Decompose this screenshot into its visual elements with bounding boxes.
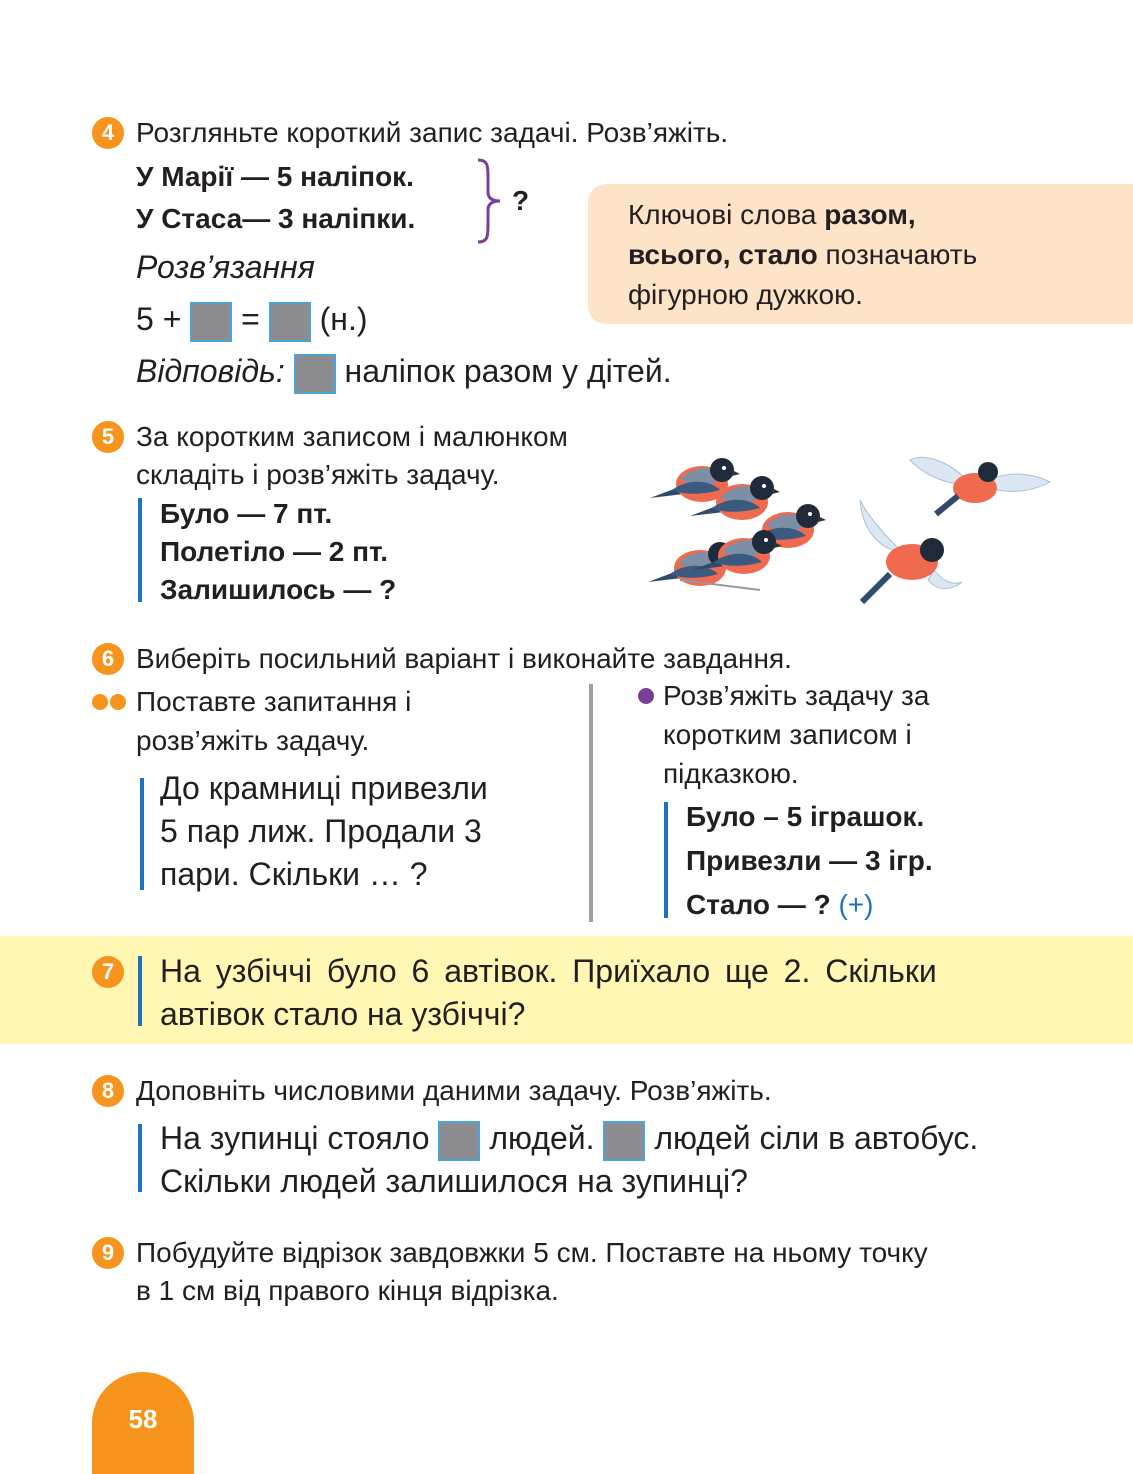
blank-box[interactable] bbox=[269, 302, 311, 342]
task8-text-1: На зупинці стояло людей. людей сіли в автобус. bbox=[160, 1117, 978, 1161]
task5-instruction-2: складіть і розв’яжіть задачу. bbox=[136, 459, 500, 490]
task5-instruction-1: За коротким записом і малюнком bbox=[136, 421, 568, 452]
task-number-5: 5 bbox=[92, 421, 124, 453]
task6-right-instr-2: коротким записом і bbox=[663, 719, 912, 750]
task9-text-2: в 1 см від правого кінця відрізка. bbox=[136, 1275, 559, 1306]
task4-line2: У Стаса— 3 наліпки. bbox=[136, 203, 416, 234]
task5-line3: Залишилось — ? bbox=[160, 574, 397, 605]
task5-line2: Полетіло — 2 пт. bbox=[160, 536, 389, 567]
page-number-tab bbox=[92, 1372, 194, 1474]
blank-box[interactable] bbox=[603, 1121, 645, 1161]
task6-right-instr-1: Розв’яжіть задачу за bbox=[663, 680, 930, 711]
task4-line1: У Марії — 5 наліпок. bbox=[136, 161, 414, 192]
task6-left-text-1: До крамниці привезли bbox=[160, 770, 488, 806]
difficulty-dot-icon bbox=[638, 688, 654, 704]
hint-plus: (+) bbox=[838, 889, 874, 920]
task-number-8: 8 bbox=[92, 1075, 124, 1107]
task6-instruction: Виберіть посильний варіант і виконайте завдання. bbox=[136, 643, 792, 674]
task6-left-text-2: 5 пар лиж. Продали 3 bbox=[160, 813, 482, 849]
task4-solution-label: Розв’язання bbox=[136, 249, 315, 285]
task6-left-instr-2: розв’яжіть задачу. bbox=[136, 725, 370, 756]
task4-equation bbox=[136, 298, 368, 342]
task4-question-mark: ? bbox=[512, 185, 530, 216]
task9-text-1: Побудуйте відрізок завдовжки 5 см. Поставте на ньому точку bbox=[136, 1237, 928, 1268]
task7-text-1: На узбіччі було 6 автівок. Приїхало ще 2. Скільки bbox=[160, 953, 937, 989]
task8-instruction: Доповніть числовими даними задачу. Розв’яжіть. bbox=[136, 1075, 772, 1106]
bullfinches-illustration bbox=[640, 440, 1060, 610]
task-number-7: 7 bbox=[92, 956, 124, 988]
equation-unit: (н.) bbox=[319, 301, 368, 337]
task6-right-line1: Було – 5 іграшок. bbox=[686, 801, 925, 832]
blank-box[interactable] bbox=[294, 354, 336, 394]
equation-left: 5 + bbox=[136, 301, 182, 337]
task6-right-line3: Стало — ? (+) bbox=[686, 889, 874, 920]
curly-brace-icon bbox=[474, 158, 504, 244]
task6-right-line2: Привезли — 3 ігр. bbox=[686, 845, 933, 876]
difficulty-dot-icon bbox=[110, 694, 126, 710]
task-number-6: 6 bbox=[92, 643, 124, 675]
task-number-9: 9 bbox=[92, 1237, 124, 1269]
task7-text-2: автівок стало на узбіччі? bbox=[160, 996, 526, 1032]
task4-instruction: Розгляньте короткий запис задачі. Розв’яжіть. bbox=[136, 117, 729, 148]
answer-rest: наліпок разом у дітей. bbox=[344, 353, 672, 389]
page-number: 58 bbox=[128, 1404, 158, 1434]
blue-bar bbox=[138, 1124, 142, 1192]
blank-box[interactable] bbox=[438, 1121, 480, 1161]
column-divider bbox=[589, 684, 593, 922]
blue-bar bbox=[664, 802, 668, 918]
task6-right-instr-3: підказкою. bbox=[663, 758, 799, 789]
task8-text-2: Скільки людей залишилося на зупинці? bbox=[160, 1163, 748, 1199]
blue-bar bbox=[138, 498, 142, 602]
tip-box bbox=[588, 184, 1133, 324]
task6-left-text-3: пари. Скільки … ? bbox=[160, 856, 428, 892]
tip-line1: Ключові слова разом, bbox=[628, 199, 916, 230]
tip-line2: всього, стало позначають bbox=[628, 239, 978, 270]
blank-box[interactable] bbox=[190, 302, 232, 342]
task5-line1: Було — 7 пт. bbox=[160, 498, 333, 529]
task4-answer bbox=[136, 350, 672, 394]
difficulty-dot-icon bbox=[92, 694, 108, 710]
task6-left-instr-1: Поставте запитання і bbox=[136, 686, 412, 717]
tip-line3: фігурною дужкою. bbox=[628, 279, 863, 310]
blue-bar bbox=[138, 956, 142, 1026]
answer-label: Відповідь: bbox=[136, 353, 285, 389]
blue-bar bbox=[140, 778, 144, 890]
task-number-4: 4 bbox=[92, 117, 124, 149]
equation-equals: = bbox=[241, 301, 260, 337]
